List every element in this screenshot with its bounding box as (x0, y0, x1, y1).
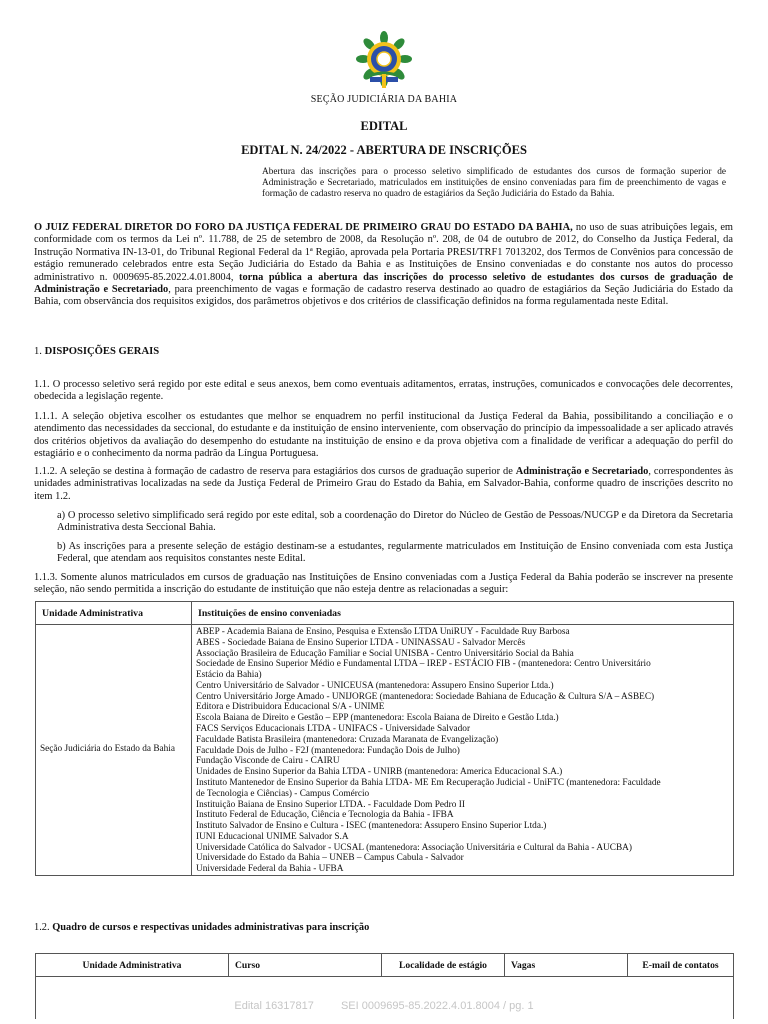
list-item: ABES - Sociedade Baiana de Ensino Superior LTDA - UNINASSAU - Salvador Mercês (196, 637, 526, 648)
column-header-location: Localidade de estágio (382, 954, 505, 977)
paragraph-1-1-2-rest: , correspondentes às unidades administrativas localizadas na sede da Justiça Federal de Primeiro Grau do Estado da Bahia, em Salvador-Bahia, conforme quadro de inscrições descrito no item 1.2. (34, 466, 733, 502)
list-item: Unidades de Ensino Superior da Bahia LTDA - UNIRB (mantenedora: America Educacional S.A.) (196, 767, 563, 778)
table-row (36, 977, 734, 1020)
column-header-unit: Unidade Administrativa (36, 602, 192, 625)
column-header-email: E-mail de contatos (628, 954, 734, 977)
edital-number: EDITAL N. 24/2022 - ABERTURA DE INSCRIÇÕES (241, 143, 527, 157)
org-name: SEÇÃO JUDICIÁRIA DA BAHIA (310, 94, 458, 105)
list-item: Sociedade de Ensino Superior Médio e Fundamental LTDA – IREP - ESTÁCIO FIB - (mantenedora: Centro Universitário (196, 659, 651, 670)
list-item: Universidade Católica do Salvador - UCSAL (mantenedora: Associação Universitária e Cultural da Bahia - AUCBA) (196, 842, 632, 853)
list-item: Estácio da Bahia) (196, 670, 262, 681)
list-item: IUNI Educacional UNIME Salvador S.A (196, 831, 349, 842)
paragraph-1-1: 1.1. O processo seletivo será regido por este edital e seus anexos, bem como eventuais aditamentos, erratas, instruções, comunicados e convocações dele decorrentes, obedecida a legislação regente. (34, 379, 733, 403)
preamble-text3: , para preenchimento de vagas e formação de cadastro reserva destinado ao quadro de estagiários da Seção Judiciária do Estado da Bahia, com observância dos requisitos exigidos, dos parâmetros objetivos e dos critérios de classificação definidos na forma regulamentada neste Edital. (34, 284, 733, 308)
table-row (36, 625, 734, 876)
empty-row (36, 977, 734, 1020)
abstract: Abertura das inscrições para o processo seletivo simplificado de estudantes dos cursos de formação superior de Administração e Secretariado, matriculados em instituições de ensino conveniadas para fim de preenchimento de vagas e formação de cadastro reserva no quadro de estagiários da Seção Judiciária do Estado da Bahia. (262, 167, 726, 199)
unit-cell: Seção Judiciária do Estado da Bahia (36, 625, 192, 876)
section-heading-1 (34, 346, 159, 357)
section-title: Quadro de cursos e respectivas unidades administrativas para inscrição (52, 922, 370, 933)
list-item: Faculdade Dois de Julho - F2J (mantenedora: Fundação Dois de Julho) (196, 745, 460, 756)
paragraph-1-1-1: 1.1.1. A seleção objetiva escolher os estudantes que melhor se enquadrem no perfil institucional da Justiça Federal da Bahia, possibilitando a conciliação e o atendimento das necessidades da seccional, do estudante e da instituição de ensino interveniente, com observação do princípio da impessoalidade a ser aplicado através dos critérios objetivos da avaliação do desempenho do estudante na instituição de ensino e da prova objetiva com a finalidade de verificar a adequação do perfil do estagiário e o conhecimento da norma padrão da Língua Portuguesa. (34, 411, 733, 460)
section-title: DISPOSIÇÕES GERAIS (44, 346, 160, 357)
list-item: Centro Universitário de Salvador - UNICEUSA (mantenedora: Assupero Ensino Superior Ltda.) (196, 680, 554, 691)
list-item: Instituição Baiana de Ensino Superior LTDA. - Faculdade Dom Pedro II (196, 799, 465, 810)
list-item: FACS Serviços Educacionais LTDA - UNIFACS - Universidade Salvador (196, 724, 471, 735)
preamble-lead: O JUIZ FEDERAL DIRETOR DO FORO DA JUSTIÇA FEDERAL DE PRIMEIRO GRAU DO ESTADO DA BAHIA, (34, 222, 573, 233)
list-item: ABEP - Academia Baiana de Ensino, Pesquisa e Extensão LTDA UniRUY - Faculdade Ruy Barbosa (196, 627, 570, 637)
footer-sei: SEI 0009695-85.2022.4.01.8004 / pg. 1 (340, 1000, 534, 1012)
list-item: Centro Universitário Jorge Amado - UNIJORGE (mantenedora: Sociedade Bahiana de Educação & Cultura S/A – ASBEC) (196, 691, 655, 702)
table-header-row (36, 602, 734, 625)
item-b: b) As inscrições para a presente seleção de estágio destinam-se a estudantes, regularmente matriculados em Instituição de Ensino conveniada com esta Justiça Federal, que atendam aos requisitos constantes neste Edital. (57, 541, 733, 565)
paragraph-1-1-2 (34, 466, 733, 503)
list-item: Editora e Distribuidora Educacional S/A - UNIME (196, 702, 385, 713)
preamble (34, 222, 733, 309)
column-header-institutions: Instituições de ensino conveniadas (192, 602, 734, 625)
table-header-row (36, 954, 734, 977)
list-item: Instituto Mantenedor de Ensino Superior da Bahia LTDA- ME Em Recuperação Judicial - UniFTC (mantenedora: Faculdade (196, 777, 661, 788)
paragraph-1-1-2-text: 1.1.2. A seleção se destina à formação de cadastro de reserva para estagiários dos cursos de graduação superior de (34, 466, 516, 477)
coat-of-arms-icon (353, 28, 415, 90)
item-a: a) O processo seletivo simplificado será regido por este edital, sob a coordenação do Diretor do Núcleo de Gestão de Pessoas/NUCGP e da Diretora da Secretaria Administrativa desta Seccional Bahia. (57, 510, 733, 534)
list-item: Associação Brasileira de Educação Familiar e Social UNISBA - Centro Universitário Social da Bahia (196, 648, 574, 659)
paragraph-1-1-3: 1.1.3. Somente alunos matriculados em cursos de graduação nas Instituições de Ensino conveniadas com a Justiça Federal da Bahia poderão se inscrever na presente seleção, não sendo permitida a inscrição do estudante de instituição que não esteja dentre as relacionadas a seguir: (34, 572, 733, 596)
section-number: 1. (34, 346, 45, 357)
preamble-text1: no uso de suas atribuições legais, em conformidade com os termos da Lei nº. 11.788, de 25 de setembro de 2008, da Resolução nº. 208, de 04 de outubro de 2012, do Conselho da Justiça Federal, da Instrução Normativa IN-13-01, do Tribunal Regional Federal da 1ª Região, aprovada pela Portaria PRESI/TRF1 7013202, dos Termos de Convênios para concessão de estágio remunerado celebrados entre esta Seção Judiciária do Estado da Bahia e as Instituições de Ensino conveniadas e do constante nos autos do processo administrativo n. 0009695-85.2022.4.01.8004, (34, 222, 734, 283)
section-heading-1-2 (34, 922, 369, 933)
institutions-cell (192, 625, 734, 876)
footer-watermark (0, 1000, 768, 1012)
list-item: Universidade do Estado da Bahia – UNEB – Campus Cabula - Salvador (196, 853, 464, 864)
list-item: Instituto Salvador de Ensino e Cultura - ISEC (mantenedora: Assupero Ensino Superior Ltda.) (196, 821, 547, 832)
footer-doc-id: Edital 16317817 (234, 1000, 314, 1012)
paragraph-1-1-2-courses: Administração e Secretariado (515, 466, 649, 477)
list-item: de Tecnologia e Ciências) - Campus Comércio (196, 788, 370, 799)
list-item: Escola Baiana de Direito e Gestão – EPP (mantenedora: Escola Baiana de Direito e Gestão Ltda.) (196, 713, 559, 724)
preamble-bold: torna pública a abertura das inscrições do processo seletivo de estudantes dos cursos de graduação de Administração e Secretariado (34, 271, 733, 296)
list-item: Instituto Federal de Educação, Ciência e Tecnologia da Bahia - IFBA (196, 810, 454, 821)
column-header-vacancies: Vagas (505, 954, 628, 977)
column-header-course: Curso (229, 954, 382, 977)
list-item: Faculdade Batista Brasileira (mantenedora: Cruzada Maranata de Evangelização) (196, 734, 499, 745)
document-title: EDITAL (360, 119, 408, 133)
list-item: Fundação Visconde de Cairu - CAIRU (196, 756, 340, 767)
column-header-unit: Unidade Administrativa (36, 954, 229, 977)
institutions-table (35, 601, 734, 876)
section-number: 1.2. (34, 922, 53, 933)
list-item: Universidade Federal da Bahia - UFBA (196, 864, 344, 875)
